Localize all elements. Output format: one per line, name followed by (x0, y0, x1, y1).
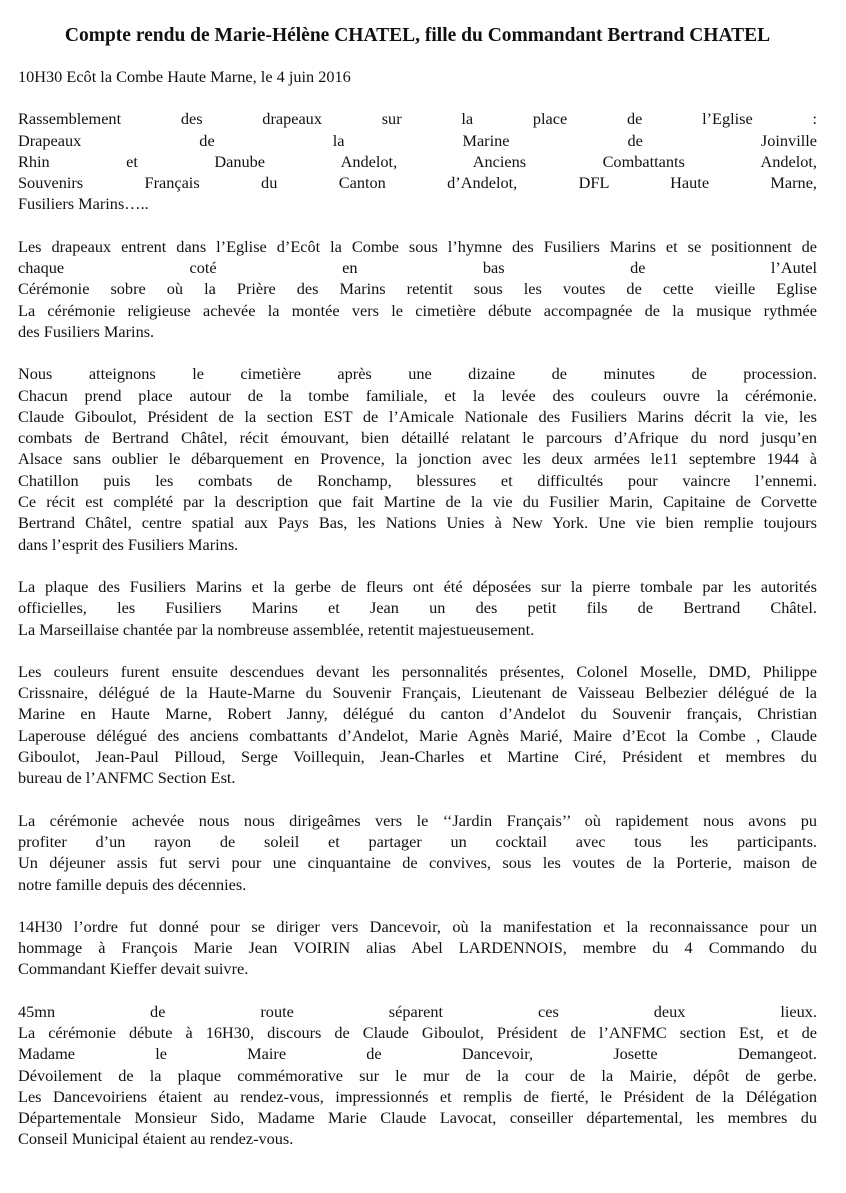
text-line: La cérémonie débute à 16H30, discours de Claude Giboulot, Président de l’ANFMC section Est, et de (18, 1022, 817, 1042)
text-line: Claude Giboulot, Président de la section EST de l’Amicale Nationale des Fusiliers Marins décrit la vie, les (18, 406, 817, 426)
paragraph (18, 576, 817, 640)
text-line: Rhin et Danube Andelot, Anciens Combattants Andelot, (18, 151, 817, 171)
text-line: Crissnaire, délégué de la Haute-Marne du Souvenir Français, Lieutenant de Vaisseau Belbezier délégué de la (18, 683, 817, 703)
text-line: chaque coté en bas de l’Autel (18, 258, 817, 278)
text-line: Fusiliers Marins….. (18, 194, 149, 214)
text-line: 45mn de route séparent ces deux lieux. (18, 1001, 817, 1021)
text-line: Alsace sans oublier le débarquement en Provence, la jonction avec les deux armées le11 septembre 1944 à (18, 449, 817, 469)
text-line: combats de Bertrand Châtel, récit émouvant, bien détaillé relatant le parcours d’Afrique du nord jusqu’en (18, 428, 817, 448)
text-line: officielles, les Fusiliers Marins et Jean un des petit fils de Bertrand Châtel. (18, 598, 817, 618)
text-line: Les Dancevoiriens étaient au rendez-vous, impressionnés et remplis de fierté, le Président de la Délégation (18, 1086, 817, 1106)
text-line: Dévoilement de la plaque commémorative sur le mur de la cour de la Mairie, dépôt de gerbe. (18, 1065, 817, 1085)
document-body (18, 66, 817, 1150)
text-line: Bertrand Châtel, centre spatial aux Pays Bas, les Nations Unies à New York. Une vie bien remplie toujours (18, 513, 817, 533)
text-line: Souvenirs Français du Canton d’Andelot, DFL Haute Marne, (18, 173, 817, 193)
text-line: La cérémonie achevée nous nous dirigeâmes vers le ‘‘Jardin Français’’ où rapidement nous avons pu (18, 810, 817, 830)
paragraph (18, 1001, 817, 1150)
text-line: La plaque des Fusiliers Marins et la gerbe de fleurs ont été déposées sur la pierre tombale par les autorités (18, 576, 817, 596)
paragraph (18, 363, 817, 555)
text-line: hommage à François Marie Jean VOIRIN alias Abel LARDENNOIS, membre du 4 Commando du (18, 938, 817, 958)
text-line: Commandant Kieffer devait suivre. (18, 959, 249, 979)
paragraph (18, 108, 817, 214)
paragraph (18, 66, 817, 87)
text-line: Laperouse délégué des anciens combattants d’Andelot, Marie Agnès Marié, Maire d’Ecot la Combe , Claude (18, 725, 817, 745)
text-line: Un déjeuner assis fut servi pour une cinquantaine de convives, sous les voutes de la Porterie, maison de (18, 853, 817, 873)
text-line: Les drapeaux entrent dans l’Eglise d’Ecôt la Combe sous l’hymne des Fusiliers Marins et se positionnent de (18, 236, 817, 256)
text-line: Départementale Monsieur Sido, Madame Marie Claude Lavocat, conseiller départemental, les membres du (18, 1108, 817, 1128)
text-line: Giboulot, Jean-Paul Pilloud, Serge Voillequin, Jean-Charles et Martine Ciré, Président et membres du (18, 747, 817, 767)
text-line: Rassemblement des drapeaux sur la place de l’Eglise : (18, 109, 817, 129)
text-line: La cérémonie religieuse achevée la montée vers le cimetière débute accompagnée de la musique rythmée (18, 300, 817, 320)
text-line: Nous atteignons le cimetière après une dizaine de minutes de procession. (18, 364, 817, 384)
paragraph (18, 810, 817, 895)
paragraph (18, 236, 817, 342)
document-page (18, 24, 817, 1171)
text-line: bureau de l’ANFMC Section Est. (18, 768, 236, 788)
text-line: 10H30 Ecôt la Combe Haute Marne, le 4 juin 2016 (18, 67, 351, 86)
text-line: dans l’esprit des Fusiliers Marins. (18, 534, 239, 554)
text-line: Ce récit est complété par la description que fait Martine de la vie du Fusilier Marin, Capitaine de Corvette (18, 492, 817, 512)
text-line: Cérémonie sobre où la Prière des Marins retentit sous les voutes de cette vieille Eglise (18, 279, 817, 299)
paragraph (18, 916, 817, 980)
text-line: Madame le Maire de Dancevoir, Josette Demangeot. (18, 1044, 817, 1064)
text-line: La Marseillaise chantée par la nombreuse assemblée, retentit majestueusement. (18, 619, 535, 639)
text-line: Les couleurs furent ensuite descendues devant les personnalités présentes, Colonel Moselle, DMD, Philippe (18, 661, 817, 681)
text-line: notre famille depuis des décennies. (18, 874, 247, 894)
text-line: Chatillon puis les combats de Ronchamp, blessures et difficultés pour vaincre l’ennemi. (18, 470, 817, 490)
text-line: 14H30 l’ordre fut donné pour se diriger vers Dancevoir, où la manifestation et la reconnaissance pour un (18, 916, 817, 936)
document-title: Compte rendu de Marie-Hélène CHATEL, fille du Commandant Bertrand CHATEL (64, 25, 771, 46)
text-line: des Fusiliers Marins. (18, 321, 155, 341)
text-line: profiter d’un rayon de soleil et partager un cocktail avec tous les participants. (18, 831, 817, 851)
text-line: Drapeaux de la Marine de Joinville (18, 130, 817, 150)
paragraph (18, 661, 817, 789)
text-line: Marine en Haute Marne, Robert Janny, délégué du canton d’Andelot du Souvenir français, Christian (18, 704, 817, 724)
text-line: Conseil Municipal étaient au rendez-vous. (18, 1129, 294, 1149)
text-line: Chacun prend place autour de la tombe familiale, et la levée des couleurs ouvre la cérémonie. (18, 385, 817, 405)
